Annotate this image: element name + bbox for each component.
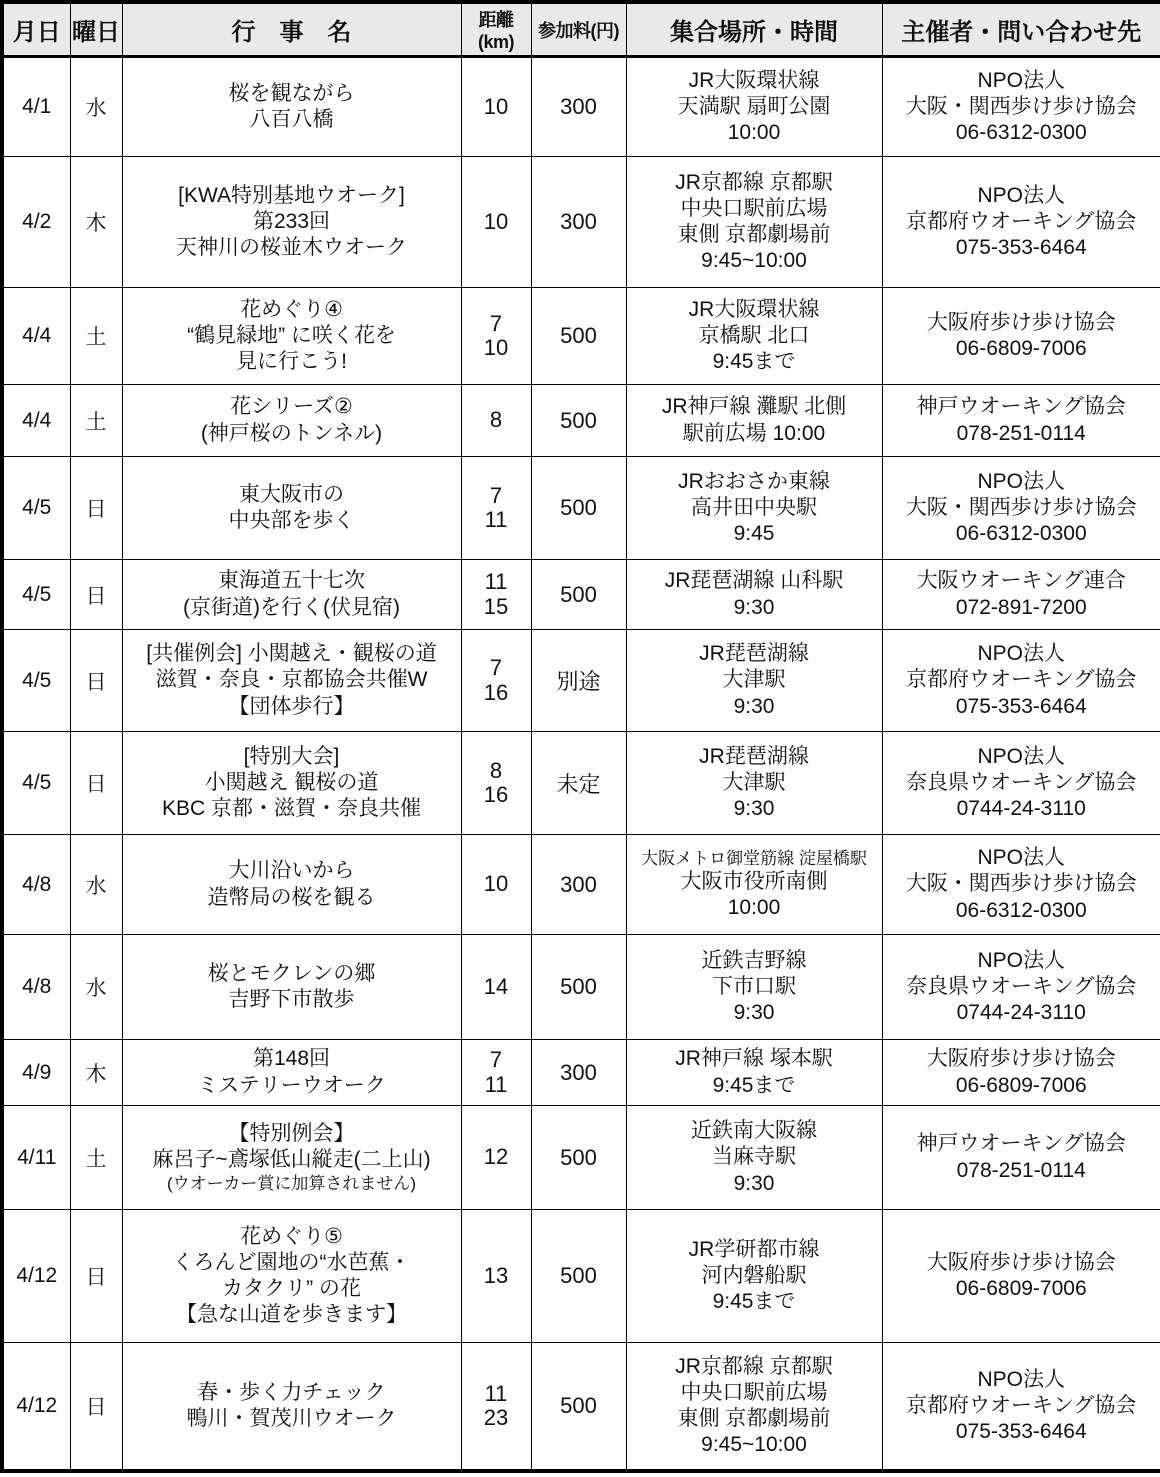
fee-cell: 500 [531, 560, 626, 630]
meeting-cell [626, 732, 882, 835]
date-cell: 4/12 [2, 1343, 70, 1471]
event-line: 東大阪市の [239, 482, 344, 506]
event-row [2, 732, 1160, 835]
day-cell: 水 [70, 935, 122, 1040]
date-cell: 4/5 [2, 630, 70, 732]
distance-value: 7 [489, 310, 503, 336]
day-cell: 日 [70, 560, 122, 630]
event-row [2, 157, 1160, 288]
organizer-line: 大阪・関西歩け歩け協会 [905, 872, 1137, 896]
event-line: カタクリ” の花 [222, 1277, 361, 1300]
meeting-time: 9:45~10:00 [701, 1432, 807, 1456]
event-row [2, 1106, 1160, 1210]
organizer-line: 大阪ウオーキング連合 [916, 569, 1126, 593]
distance-value: 16 [483, 782, 509, 807]
distance-value: 10 [483, 335, 509, 360]
meeting-time: 9:45~10:00 [701, 249, 807, 273]
organizer-phone: 06-6312-0300 [955, 522, 1087, 546]
event-line: 春・歩く力チェック [197, 1380, 386, 1404]
header-day: 曜日 [70, 2, 122, 57]
fee-cell: 500 [531, 1343, 626, 1471]
event-line: 第233回 [252, 209, 331, 233]
event-line: 中央部を歩く [228, 509, 355, 532]
meeting-cell [626, 630, 882, 732]
fee-cell: 別途 [531, 630, 626, 732]
distance-cell [461, 1343, 531, 1471]
event-line: 天神川の桜並木ウオーク [176, 236, 407, 260]
date-cell: 4/5 [2, 457, 70, 560]
event-cell [122, 560, 461, 630]
fee-cell: 500 [531, 935, 626, 1040]
meeting-line: 河内磐船駅 [701, 1263, 807, 1287]
event-row [2, 1343, 1160, 1471]
meeting-cell [626, 1210, 882, 1343]
event-row [2, 835, 1160, 935]
distance-value: 12 [483, 1144, 509, 1170]
day-cell: 土 [70, 1106, 122, 1210]
fee-cell: 300 [531, 835, 626, 935]
fee-cell: 300 [531, 1040, 626, 1106]
meeting-line: 大阪メトロ御堂筋線 淀屋橋駅 [641, 848, 867, 868]
fee-cell: 500 [531, 1106, 626, 1210]
meeting-line: JR琵琶湖線 山科駅 [664, 569, 844, 593]
event-line: 造幣局の桜を観る [207, 885, 376, 909]
meeting-line: 大阪市役所南側 [680, 870, 828, 893]
event-cell [122, 1210, 461, 1343]
event-cell [122, 457, 461, 560]
distance-value: 7 [489, 1047, 503, 1073]
distance-value: 11 [484, 1071, 508, 1097]
organizer-phone: 0744-24-3110 [956, 1001, 1086, 1025]
organizer-phone: 06-6809-7006 [955, 1277, 1087, 1300]
meeting-line: 下市口駅 [712, 974, 796, 998]
distance-value: 8 [489, 757, 503, 783]
distance-cell [461, 835, 531, 935]
event-line: KBC 京都・滋賀・奈良共催 [161, 797, 421, 821]
meeting-line: 大津駅 [722, 770, 786, 794]
header-organizer: 主催者・問い合わせ先 [882, 2, 1160, 57]
event-row [2, 385, 1160, 457]
event-cell [122, 57, 461, 157]
day-cell: 日 [70, 1210, 122, 1343]
event-note: (ウオーカー賞に加算されません) [167, 1173, 416, 1193]
event-row [2, 560, 1160, 630]
day-cell: 日 [70, 1343, 122, 1471]
date-cell: 4/1 [2, 57, 70, 157]
date-cell: 4/4 [2, 385, 70, 457]
distance-value: 10 [483, 871, 509, 897]
event-cell [122, 935, 461, 1040]
distance-value: 13 [483, 1262, 509, 1288]
event-cell [122, 385, 461, 457]
meeting-cell [626, 57, 882, 157]
event-line: 見に行こう! [236, 350, 347, 374]
meeting-line: 東側 京都劇場前 [677, 1406, 831, 1430]
meeting-time: 10:00 [727, 896, 781, 920]
header-date: 月日 [2, 2, 70, 57]
meeting-line: 高井田中央駅 [691, 495, 817, 519]
distance-value: 23 [483, 1404, 509, 1430]
distance-value: 14 [483, 973, 509, 999]
organizer-line: 大阪府歩け歩け協会 [926, 1250, 1116, 1274]
meeting-cell [626, 560, 882, 630]
organizer-cell [882, 1343, 1160, 1471]
meeting-cell [626, 385, 882, 457]
meeting-time: 駅前広場 10:00 [682, 421, 826, 445]
distance-cell [461, 935, 531, 1040]
distance-cell [461, 732, 531, 835]
meeting-time: 9:30 [733, 595, 775, 619]
event-row [2, 935, 1160, 1040]
meeting-time: 9:30 [733, 797, 775, 821]
event-line: “鶴見緑地” に咲く花を [187, 323, 396, 347]
event-row [2, 57, 1160, 157]
organizer-line: NPO法人 [977, 183, 1065, 207]
meeting-time: 9:30 [733, 1001, 775, 1025]
fee-cell: 300 [531, 157, 626, 288]
meeting-time: 9:45まで [712, 1073, 796, 1097]
distance-value: 10 [483, 208, 509, 234]
header-meeting: 集合場所・時間 [626, 2, 882, 57]
meeting-line: JR琵琶湖線 [699, 744, 809, 768]
event-cell [122, 157, 461, 288]
event-line: 鴨川・賀茂川ウオーク [186, 1406, 397, 1430]
organizer-cell [882, 288, 1160, 385]
organizer-cell [882, 1210, 1160, 1343]
event-line: (神戸桜のトンネル) [200, 421, 383, 445]
distance-value: 7 [489, 482, 503, 508]
organizer-cell [882, 57, 1160, 157]
event-line: 東海道五十七次 [218, 569, 365, 593]
date-cell: 4/2 [2, 157, 70, 288]
event-row [2, 288, 1160, 385]
date-cell: 4/11 [2, 1106, 70, 1210]
event-line: くろんど園地の“水芭蕉・ [172, 1250, 411, 1274]
day-cell: 土 [70, 385, 122, 457]
fee-cell: 500 [531, 385, 626, 457]
meeting-time: 9:30 [733, 1171, 775, 1195]
organizer-cell [882, 835, 1160, 935]
date-cell: 4/5 [2, 732, 70, 835]
meeting-cell [626, 1040, 882, 1106]
distance-cell [461, 560, 531, 630]
organizer-phone: 075-353-6464 [955, 1419, 1087, 1443]
distance-value: 11 [484, 507, 508, 532]
event-line: 吉野下市散歩 [228, 988, 355, 1011]
organizer-line: 奈良県ウオーキング協会 [906, 770, 1137, 794]
meeting-cell [626, 835, 882, 935]
event-cell [122, 288, 461, 385]
organizer-phone: 078-251-0114 [956, 1158, 1086, 1182]
event-row [2, 457, 1160, 560]
event-line: 桜とモクレンの郷 [207, 961, 376, 985]
event-line: 桜を観ながら [228, 81, 355, 105]
organizer-line: NPO法人 [977, 1367, 1065, 1391]
organizer-cell [882, 457, 1160, 560]
day-cell: 土 [70, 288, 122, 385]
meeting-line: 近鉄吉野線 [701, 948, 807, 972]
event-cell [122, 835, 461, 935]
event-cell [122, 1343, 461, 1471]
organizer-line: 京都府ウオーキング協会 [906, 668, 1137, 692]
meeting-line: JR学研都市線 [688, 1237, 820, 1261]
event-line: [共催例会] 小関越え・観桜の道 [146, 642, 437, 666]
meeting-line: JR神戸線 灘駅 北側 [661, 395, 847, 419]
distance-value: 8 [489, 407, 503, 433]
distance-cell [461, 1040, 531, 1106]
date-cell: 4/8 [2, 835, 70, 935]
event-line: 【団体歩行】 [228, 694, 355, 718]
meeting-time: 9:45まで [712, 1290, 796, 1314]
organizer-line: 京都府ウオーキング協会 [906, 1393, 1137, 1417]
day-cell: 水 [70, 835, 122, 935]
distance-cell [461, 457, 531, 560]
meeting-cell [626, 157, 882, 288]
event-line: 【急な山道を歩きます】 [176, 1303, 407, 1327]
date-cell: 4/5 [2, 560, 70, 630]
event-line: 八百八橋 [249, 108, 334, 131]
organizer-line: NPO法人 [977, 948, 1065, 972]
fee-cell: 500 [531, 457, 626, 560]
organizer-cell [882, 1040, 1160, 1106]
organizer-phone: 078-251-0114 [956, 421, 1086, 445]
organizer-cell [882, 385, 1160, 457]
event-row [2, 1040, 1160, 1106]
date-cell: 4/9 [2, 1040, 70, 1106]
event-line: 麻呂子~鳶塚低山縦走(二上山) [152, 1147, 431, 1171]
meeting-cell [626, 1343, 882, 1471]
event-line: 花シリーズ② [230, 395, 353, 419]
meeting-time: 9:45まで [712, 350, 796, 374]
distance-value: 7 [489, 655, 503, 681]
meeting-line: JR琵琶湖線 [699, 642, 809, 666]
meeting-cell [626, 935, 882, 1040]
organizer-phone: 06-6809-7006 [955, 337, 1087, 360]
organizer-line: 大阪・関西歩け歩け協会 [905, 94, 1137, 118]
distance-cell [461, 288, 531, 385]
day-cell: 日 [70, 732, 122, 835]
organizer-line: NPO法人 [977, 469, 1065, 493]
meeting-line: 近鉄南大阪線 [691, 1119, 817, 1143]
event-line: ミステリーウオーク [197, 1073, 386, 1097]
header-event: 行 事 名 [122, 2, 461, 57]
header-row [2, 2, 1160, 57]
organizer-line: NPO法人 [977, 846, 1065, 870]
meeting-line: 京橋駅 北口 [698, 323, 810, 347]
organizer-line: 大阪府歩け歩け協会 [926, 310, 1116, 334]
event-line: 大川沿いから [228, 859, 355, 883]
meeting-time: 9:30 [733, 694, 775, 718]
event-line: 第148回 [252, 1047, 331, 1071]
event-cell [122, 732, 461, 835]
day-cell: 日 [70, 630, 122, 732]
date-cell: 4/12 [2, 1210, 70, 1343]
distance-value: 15 [483, 593, 509, 619]
meeting-line: JR大阪環状線 [688, 68, 820, 92]
meeting-line: JR神戸線 塚本駅 [675, 1047, 833, 1071]
table-header [2, 2, 1160, 57]
event-cell [122, 1040, 461, 1106]
meeting-cell [626, 457, 882, 560]
distance-cell [461, 385, 531, 457]
meeting-time: 10:00 [727, 121, 781, 145]
meeting-line: 大津駅 [722, 668, 786, 692]
distance-value: 10 [483, 93, 509, 119]
meeting-line: 中央口駅前広場 [680, 1380, 828, 1404]
organizer-line: 京都府ウオーキング協会 [906, 209, 1137, 233]
distance-value: 16 [483, 679, 509, 705]
meeting-line: JR大阪環状線 [688, 297, 820, 321]
fee-cell: 300 [531, 57, 626, 157]
fee-cell: 未定 [531, 732, 626, 835]
organizer-phone: 06-6312-0300 [955, 898, 1087, 922]
organizer-cell [882, 732, 1160, 835]
distance-cell [461, 630, 531, 732]
day-cell: 日 [70, 457, 122, 560]
distance-cell [461, 157, 531, 288]
distance-cell [461, 1210, 531, 1343]
event-row [2, 630, 1160, 732]
organizer-cell [882, 630, 1160, 732]
meeting-line: JRおおさか東線 [678, 469, 830, 493]
meeting-line: JR京都線 京都駅 [675, 1354, 833, 1378]
event-line: [KWA特別基地ウオーク] [178, 183, 405, 207]
event-line: 滋賀・奈良・京都協会共催W [155, 668, 428, 692]
distance-value: 11 [484, 1380, 508, 1406]
distance-cell [461, 57, 531, 157]
meeting-cell [626, 1106, 882, 1210]
event-line: [特別大会] [243, 744, 340, 768]
organizer-line: 神戸ウオーキング協会 [916, 1132, 1126, 1156]
organizer-line: NPO法人 [977, 642, 1065, 666]
event-line: 花めぐり⑤ [240, 1224, 343, 1248]
organizer-line: NPO法人 [977, 744, 1065, 768]
organizer-phone: 06-6809-7006 [955, 1073, 1087, 1097]
meeting-line: 当麻寺駅 [712, 1145, 796, 1169]
organizer-phone: 075-353-6464 [955, 694, 1087, 718]
event-cell [122, 630, 461, 732]
meeting-line: 東側 京都劇場前 [677, 223, 831, 246]
organizer-cell [882, 1106, 1160, 1210]
meeting-line: 天満駅 扇町公園 [677, 94, 831, 118]
organizer-phone: 06-6312-0300 [955, 121, 1087, 145]
meeting-line: 中央口駅前広場 [680, 196, 828, 220]
header-distance: 距離(km) [461, 2, 531, 57]
meeting-cell [626, 288, 882, 385]
table-body [2, 57, 1160, 1471]
organizer-cell [882, 935, 1160, 1040]
organizer-line: 奈良県ウオーキング協会 [906, 974, 1137, 998]
date-cell: 4/4 [2, 288, 70, 385]
organizer-line: 大阪・関西歩け歩け協会 [905, 495, 1137, 519]
organizer-line: 神戸ウオーキング協会 [916, 395, 1126, 419]
meeting-line: JR京都線 京都駅 [675, 170, 833, 194]
event-row [2, 1210, 1160, 1343]
distance-value: 11 [484, 569, 508, 595]
date-cell: 4/8 [2, 935, 70, 1040]
organizer-phone: 0744-24-3110 [956, 797, 1086, 821]
day-cell: 木 [70, 157, 122, 288]
fee-cell: 500 [531, 288, 626, 385]
organizer-phone: 075-353-6464 [955, 236, 1087, 260]
event-line: 花めぐり④ [240, 297, 343, 321]
day-cell: 木 [70, 1040, 122, 1106]
event-line: 【特別例会】 [228, 1121, 355, 1145]
organizer-cell [882, 560, 1160, 630]
event-line: (京街道)を行く(伏見宿) [183, 595, 400, 619]
organizer-phone: 072-891-7200 [955, 595, 1087, 619]
organizer-line: NPO法人 [977, 68, 1065, 92]
event-cell [122, 1106, 461, 1210]
organizer-cell [882, 157, 1160, 288]
meeting-time: 9:45 [733, 522, 775, 546]
distance-cell [461, 1106, 531, 1210]
day-cell: 水 [70, 57, 122, 157]
header-fee: 参加料(円) [531, 2, 626, 57]
organizer-line: 大阪府歩け歩け協会 [926, 1047, 1116, 1071]
fee-cell: 500 [531, 1210, 626, 1343]
event-line: 小関越え 観桜の道 [204, 770, 379, 794]
